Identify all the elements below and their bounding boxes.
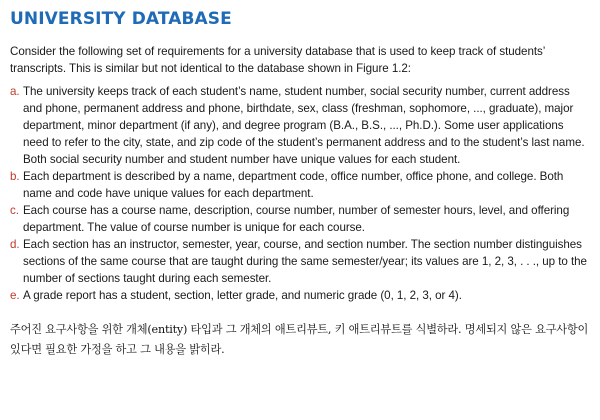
requirement-text: Each course has a course name, description, course number, number of semester hours, level, and offering department. The value of course number is unique for each course.: [23, 204, 570, 234]
list-marker: c.: [10, 204, 19, 217]
document-page: [10, 8, 590, 371]
korean-instruction: 주어진 요구사항을 위한 개체(entity) 타입과 그 개체의 애트리뷰트, 키 애트리뷰트를 식별하라. 명세되지 않은 요구사항이 있다면 필요한 가정을 하고 그 내용을 밝히라.: [10, 323, 589, 356]
document-title: UNIVERSITY DATABASE: [10, 9, 232, 29]
requirement-d: [10, 236, 590, 287]
requirement-text: A grade report has a student, section, letter grade, and numeric grade (0, 1, 2, 3, or 4).: [23, 289, 462, 302]
list-marker: d.: [10, 238, 20, 251]
list-marker: a.: [10, 85, 20, 98]
requirement-text: Each section has an instructor, semester, year, course, and section number. The section number distinguishes sections of the same course that are taught during the same semester/year; its values are 1, 2, 3, . . ., up to the number of sections taught during each semester.: [23, 238, 587, 285]
list-marker: b.: [10, 170, 20, 183]
list-marker: e.: [10, 289, 20, 302]
intro-paragraph: Consider the following set of requirements for a university database that is used to keep track of students’ transcripts. This is similar but not identical to the database shown in Figure 1.2:: [10, 45, 545, 75]
requirement-b: [10, 168, 590, 202]
requirement-e: [10, 287, 590, 304]
requirements-list: [10, 83, 590, 304]
requirement-text: The university keeps track of each student’s name, student number, social security number, current address and phone, permanent address and phone, birthdate, sex, class (freshman, sophomore, ..., graduate), major department, minor department (if any), and degree program (B.A., B.S., ..., Ph.D.). Some user applications need to refer to the city, state, and zip code of the student’s permanent address and to the student’s last name. Both social security number and student number have unique values for each student.: [23, 85, 585, 166]
requirement-c: [10, 202, 590, 236]
requirement-text: Each department is described by a name, department code, office number, office phone, and college. Both name and code have unique values for each department.: [23, 170, 564, 200]
requirement-a: [10, 83, 590, 168]
